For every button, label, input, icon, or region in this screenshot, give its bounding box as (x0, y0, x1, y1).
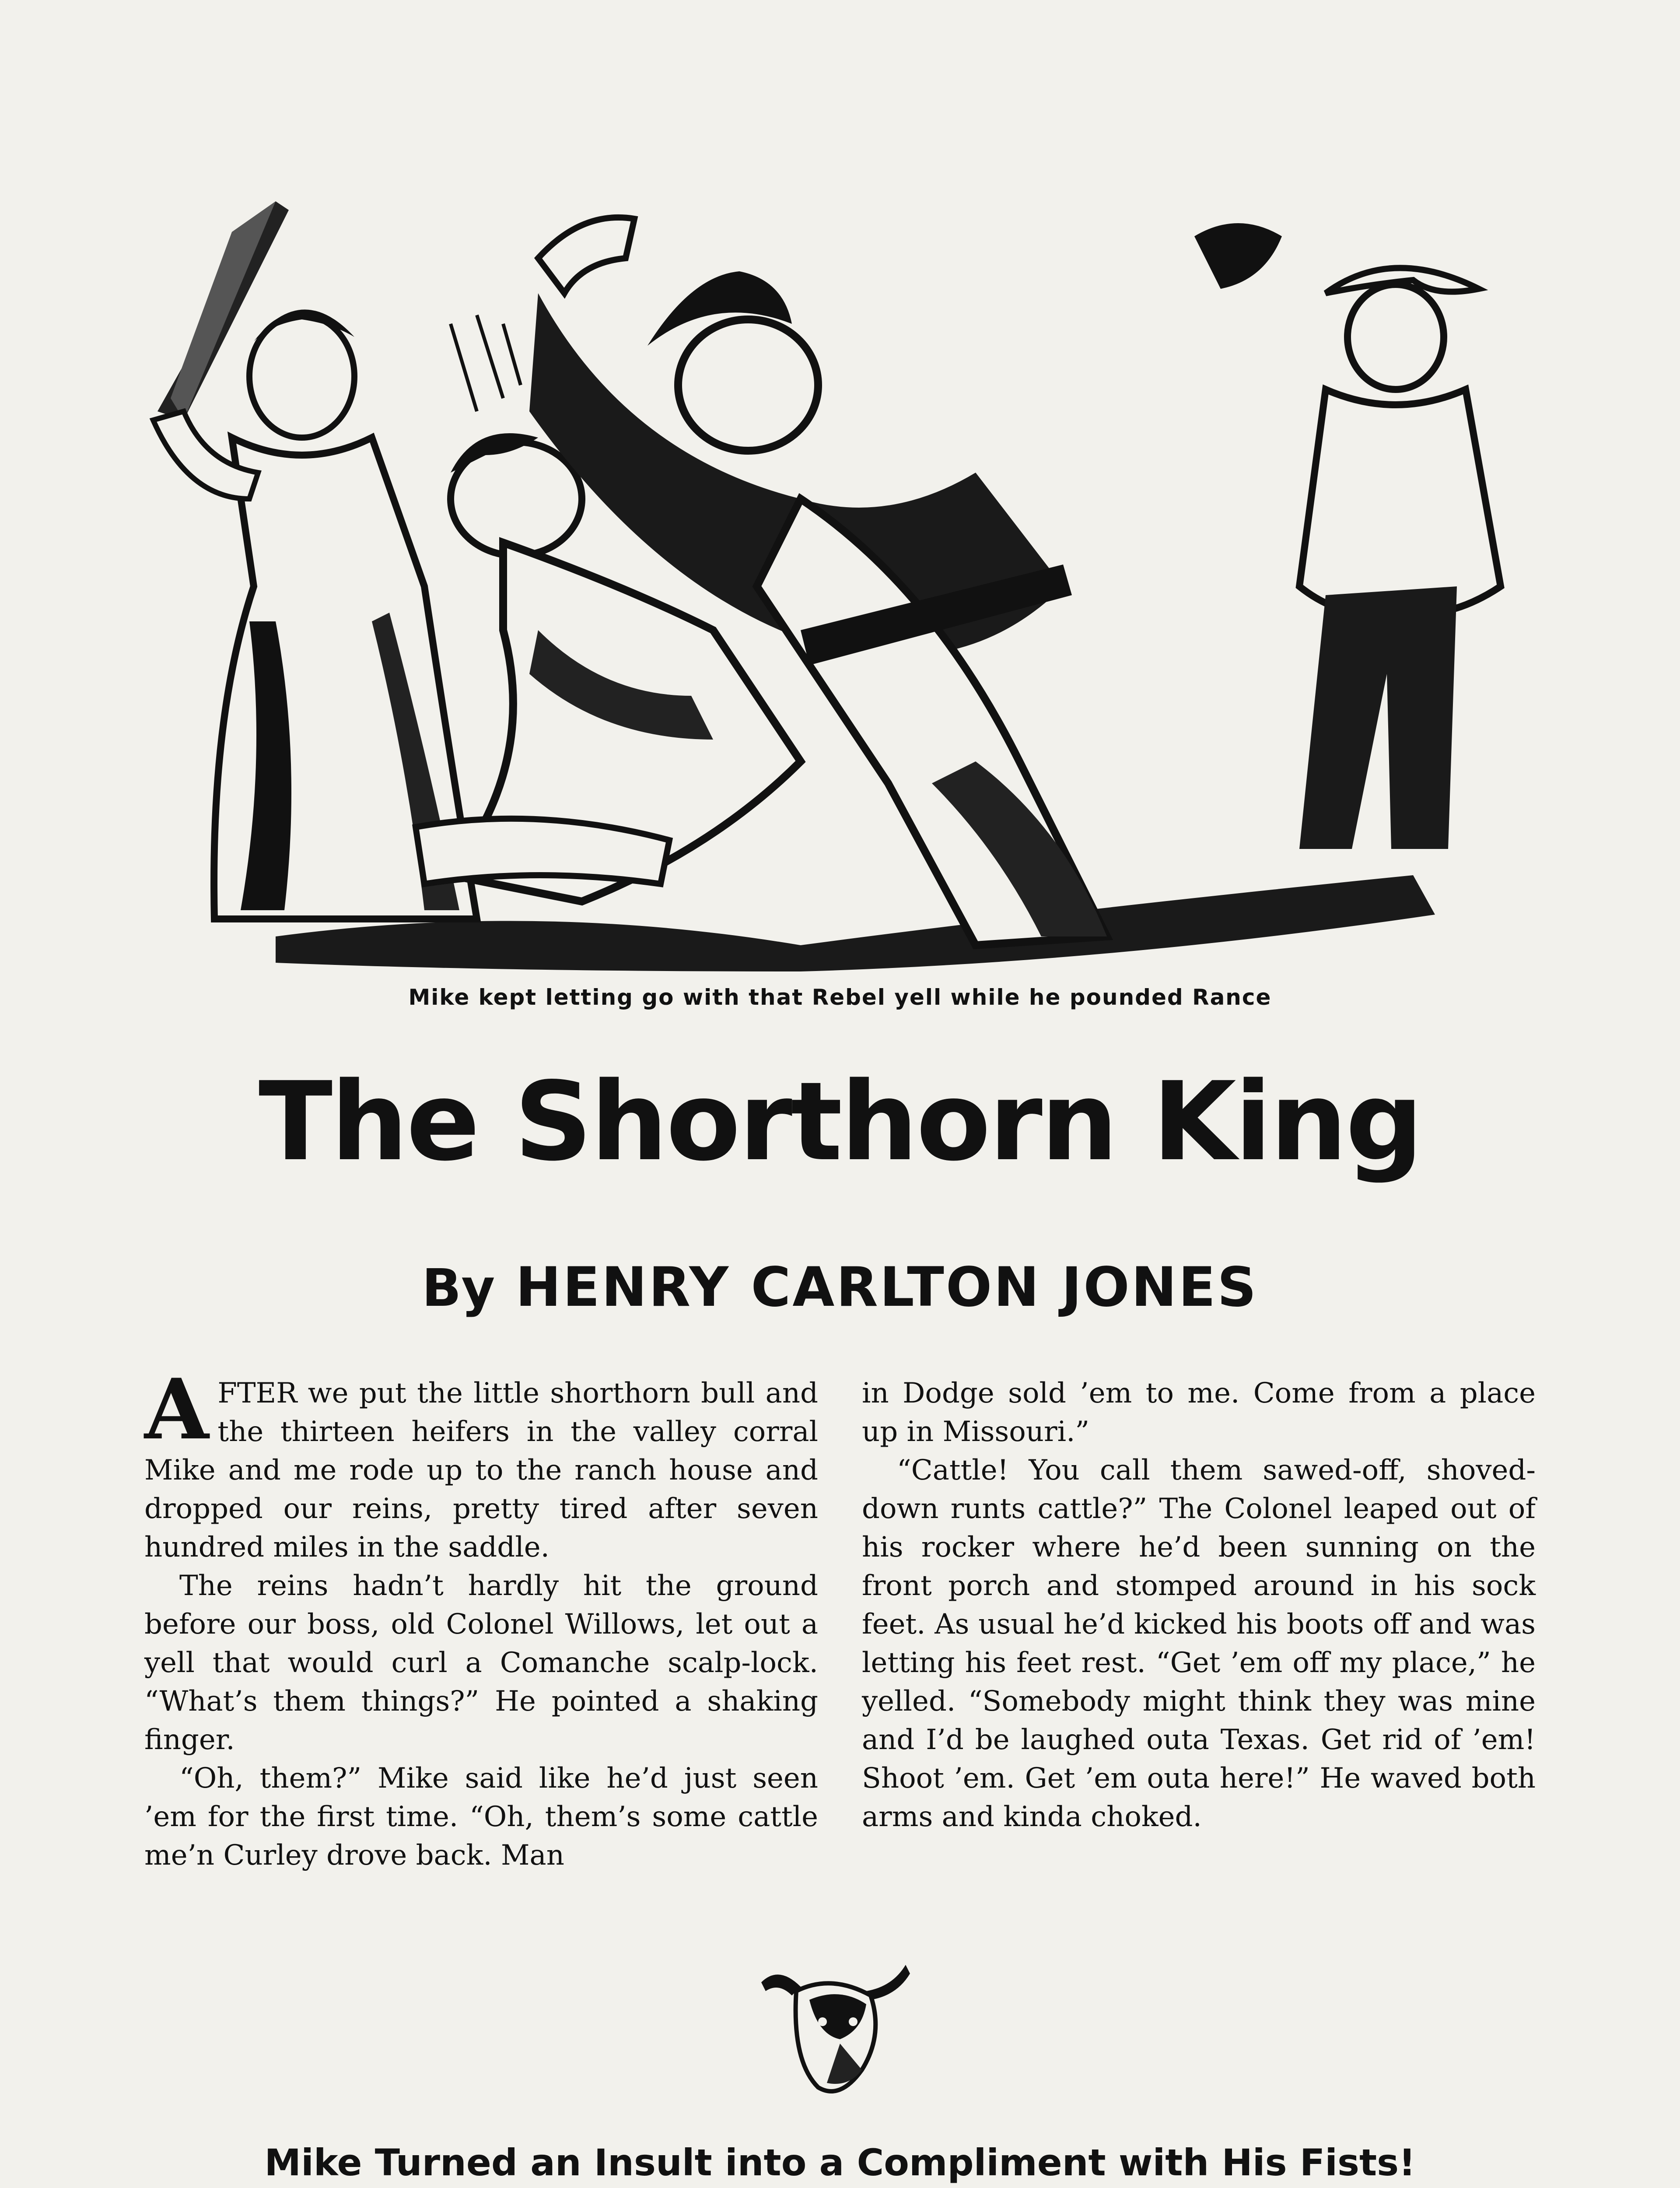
right-column (862, 1374, 1536, 1836)
story-tagline: Mike Turned an Insult into a Compliment with His Fists! (264, 2141, 1416, 2184)
paragraph-4: in Dodge sold ’em to me. Come from a place up in Missouri.” (862, 1377, 1536, 1448)
story-title: The Shorthorn King (258, 1059, 1422, 1185)
cowboy-figure (1194, 223, 1501, 849)
paragraph-1-text: FTER we put the little shorthorn bull and the thirteen heifers in the valley corral Mike and me rode up to the ranch house and dropped our reins, pretty tired after seven hundred miles in the saddle. (144, 1377, 818, 1564)
paragraph-1 (144, 1360, 818, 1567)
story-body (144, 1360, 1536, 1899)
left-column (144, 1360, 818, 1875)
byline-prefix: By (422, 1258, 495, 1318)
speed-lines (451, 315, 521, 411)
illustration-caption: Mike kept letting go with that Rebel yell while he pounded Rance (408, 985, 1272, 1010)
story-byline (0, 1256, 1680, 1319)
paragraph-2: The reins hadn’t hardly hit the ground before our boss, old Colonel Willows, let out a yell that would curl a Comanche scalp-lock. “What’s them things?” He pointed a shaking finger. (144, 1570, 818, 1756)
woman-figure (153, 201, 477, 919)
paragraph-5: “Cattle! You call them sawed-off, shoved-down runts cattle?” The Colonel leaped out of his rocker where he’d been sunning on the front porch and stomped around in his sock feet. As usual he’d kicked his boots off and was letting his feet rest. “Get ’em off my place,” he yelled. “Somebody might think they was mine and I’d be laughed outa Texas. Get rid of ’em! Shoot ’em. Get ’em outa here!” He waved both arms and kinda choked. (862, 1454, 1536, 1833)
paragraph-3: “Oh, them?” Mike said like he’d just seen ’em for the first time. “Oh, them’s some cattle me’n Curley drove back. Man (144, 1762, 818, 1872)
drop-cap: A (144, 1360, 209, 1458)
fight-scene-drawing (144, 193, 1544, 971)
fight-scene-illustration (144, 193, 1544, 971)
bull-head-icon (752, 1956, 914, 2105)
author-name: HENRY CARLTON JONES (515, 1256, 1258, 1319)
